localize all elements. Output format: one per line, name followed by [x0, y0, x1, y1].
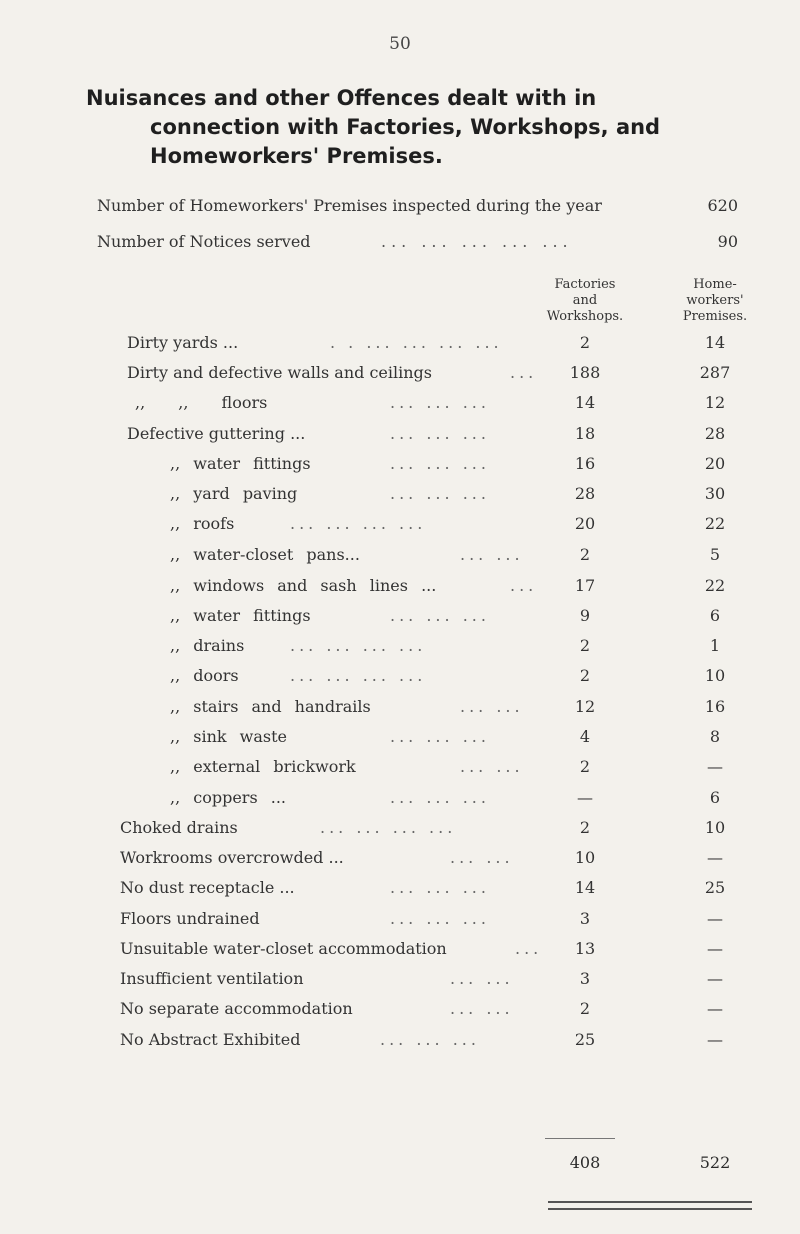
- table-row: [0, 484, 800, 514]
- row-label: ,, doors: [170, 666, 239, 685]
- homeworkers-value: 6: [709, 606, 721, 625]
- leader-dots: ... ... ... ...: [320, 818, 457, 837]
- summary-value: 90: [717, 232, 738, 251]
- column-header-line: and: [572, 293, 598, 308]
- table-row: [0, 424, 800, 454]
- column-header-line: workers': [686, 293, 744, 308]
- leader-dots: ... ...: [460, 697, 524, 716]
- factories-value: —: [577, 788, 593, 807]
- leader-dots: ... ... ...: [390, 393, 490, 412]
- title-line-1: Nuisances and other Offences dealt with in: [86, 86, 597, 110]
- leader-dots: ... ... ...: [390, 727, 490, 746]
- row-label: ,, drains: [170, 636, 245, 655]
- row-label: ,, sink waste: [170, 727, 288, 746]
- factories-value: 4: [579, 727, 591, 746]
- factories-value: 3: [579, 969, 591, 988]
- leader-dots: ...: [510, 363, 538, 382]
- factories-value: 2: [579, 818, 591, 837]
- row-label: Insufficient ventilation: [120, 969, 304, 988]
- row-label: ,, stairs and handrails: [170, 697, 371, 716]
- row-label: ,, ,, floors: [135, 393, 268, 412]
- homeworkers-value: 16: [704, 697, 726, 716]
- title-line-2: connection with Factories, Workshops, and: [150, 115, 661, 139]
- table-row: [0, 636, 800, 666]
- leader-dots: ...: [515, 939, 543, 958]
- factories-value: 18: [574, 424, 596, 443]
- factories-value: 25: [574, 1030, 596, 1049]
- factories-value: 2: [579, 636, 591, 655]
- table-row: [0, 606, 800, 636]
- row-label: ,, coppers ...: [170, 788, 287, 807]
- homeworkers-value: 287: [699, 363, 731, 382]
- homeworkers-value: 10: [704, 818, 726, 837]
- table-row: [0, 545, 800, 575]
- factories-value: 16: [574, 454, 596, 473]
- leader-dots: ... ...: [450, 848, 514, 867]
- table-row: [0, 333, 800, 363]
- row-label: Choked drains: [120, 818, 238, 837]
- page-number: 50: [389, 34, 411, 54]
- leader-dots: ... ... ...: [390, 606, 490, 625]
- homeworkers-value: —: [707, 848, 723, 867]
- table-row: [0, 666, 800, 696]
- row-label: Unsuitable water-closet accommodation: [120, 939, 447, 958]
- homeworkers-value: —: [707, 969, 723, 988]
- homeworkers-value: 22: [704, 576, 726, 595]
- leader-dots: ... ...: [460, 757, 524, 776]
- column-header-line: Workshops.: [546, 309, 624, 324]
- table-row: [0, 788, 800, 818]
- leader-dots: ... ... ... ... ...: [381, 232, 573, 251]
- table-row: [0, 393, 800, 423]
- sum-rule: [545, 1138, 615, 1139]
- leader-dots: ... ...: [460, 545, 524, 564]
- leader-dots: ... ... ...: [390, 909, 490, 928]
- table-row: [0, 909, 800, 939]
- row-label: Defective guttering ...: [127, 424, 306, 443]
- row-label: ,, roofs: [170, 514, 235, 533]
- column-header-line: Factories: [554, 277, 616, 292]
- factories-value: 2: [579, 545, 591, 564]
- factories-value: 17: [574, 576, 596, 595]
- column-header-line: Premises.: [682, 309, 748, 324]
- row-label: No Abstract Exhibited: [120, 1030, 301, 1049]
- homeworkers-value: 1: [709, 636, 721, 655]
- homeworkers-value: 8: [709, 727, 721, 746]
- title-line-3: Homeworkers' Premises.: [150, 144, 443, 168]
- leader-dots: ... ... ... ...: [290, 514, 427, 533]
- table-row: [0, 818, 800, 848]
- row-label: ,, water fittings: [170, 454, 311, 473]
- homeworkers-value: 14: [704, 333, 726, 352]
- row-label: Floors undrained: [120, 909, 260, 928]
- row-label: ,, water fittings: [170, 606, 311, 625]
- table-row: [0, 454, 800, 484]
- table-row: [0, 1030, 800, 1060]
- leader-dots: ... ... ...: [390, 788, 490, 807]
- page-title: [86, 84, 776, 171]
- leader-dots: . . ... ... ... ...: [330, 333, 503, 352]
- column-header-factories: [545, 277, 625, 325]
- leader-dots: ... ... ...: [390, 484, 490, 503]
- total-homeworkers: 522: [699, 1153, 731, 1172]
- row-label: ,, water-closet pans...: [170, 545, 360, 564]
- homeworkers-value: —: [707, 757, 723, 776]
- table-row: [0, 939, 800, 969]
- leader-dots: ... ... ...: [390, 878, 490, 897]
- factories-value: 14: [574, 393, 596, 412]
- homeworkers-value: 5: [709, 545, 721, 564]
- table-row: [0, 697, 800, 727]
- table-row: [0, 848, 800, 878]
- homeworkers-value: —: [707, 1030, 723, 1049]
- table-row: [0, 514, 800, 544]
- row-label: ,, yard paving: [170, 484, 298, 503]
- homeworkers-value: —: [707, 999, 723, 1018]
- table-row: [0, 576, 800, 606]
- row-label: No separate accommodation: [120, 999, 353, 1018]
- table-row: [0, 878, 800, 908]
- factories-value: 12: [574, 697, 596, 716]
- leader-dots: ... ...: [450, 969, 514, 988]
- homeworkers-value: 30: [704, 484, 726, 503]
- factories-value: 2: [579, 666, 591, 685]
- homeworkers-value: 22: [704, 514, 726, 533]
- homeworkers-value: 28: [704, 424, 726, 443]
- table-row: [0, 757, 800, 787]
- homeworkers-value: 6: [709, 788, 721, 807]
- homeworkers-value: 12: [704, 393, 726, 412]
- table-row: [0, 969, 800, 999]
- row-label: Dirty yards ...: [127, 333, 239, 352]
- factories-value: 14: [574, 878, 596, 897]
- factories-value: 20: [574, 514, 596, 533]
- table-row: [0, 727, 800, 757]
- factories-value: 2: [579, 333, 591, 352]
- leader-dots: ...: [510, 576, 538, 595]
- summary-label: Number of Homeworkers' Premises inspected during the year: [97, 196, 602, 215]
- factories-value: 9: [579, 606, 591, 625]
- homeworkers-value: —: [707, 939, 723, 958]
- leader-dots: ... ... ...: [380, 1030, 480, 1049]
- homeworkers-value: —: [707, 909, 723, 928]
- table-row: [0, 999, 800, 1029]
- leader-dots: ... ... ...: [390, 424, 490, 443]
- factories-value: 2: [579, 999, 591, 1018]
- total-factories: 408: [569, 1153, 601, 1172]
- leader-dots: ... ...: [450, 999, 514, 1018]
- factories-value: 3: [579, 909, 591, 928]
- homeworkers-value: 20: [704, 454, 726, 473]
- factories-value: 2: [579, 757, 591, 776]
- row-label: ,, external brickwork: [170, 757, 356, 776]
- factories-value: 10: [574, 848, 596, 867]
- factories-value: 13: [574, 939, 596, 958]
- leader-dots: ... ... ... ...: [290, 636, 427, 655]
- table-row: [0, 363, 800, 393]
- homeworkers-value: 25: [704, 878, 726, 897]
- column-header-line: Home-: [693, 277, 737, 292]
- row-label: ,, windows and sash lines ...: [170, 576, 437, 595]
- row-label: No dust receptacle ...: [120, 878, 295, 897]
- factories-value: 28: [574, 484, 596, 503]
- column-header-homeworkers: [670, 277, 760, 325]
- leader-dots: ... ... ... ...: [290, 666, 427, 685]
- row-label: Dirty and defective walls and ceilings: [127, 363, 432, 382]
- leader-dots: ... ... ...: [390, 454, 490, 473]
- summary-label: Number of Notices served: [97, 232, 311, 251]
- factories-value: 188: [569, 363, 601, 382]
- summary-value: 620: [707, 196, 738, 215]
- homeworkers-value: 10: [704, 666, 726, 685]
- total-double-rule: [548, 1201, 752, 1210]
- row-label: Workrooms overcrowded ...: [120, 848, 344, 867]
